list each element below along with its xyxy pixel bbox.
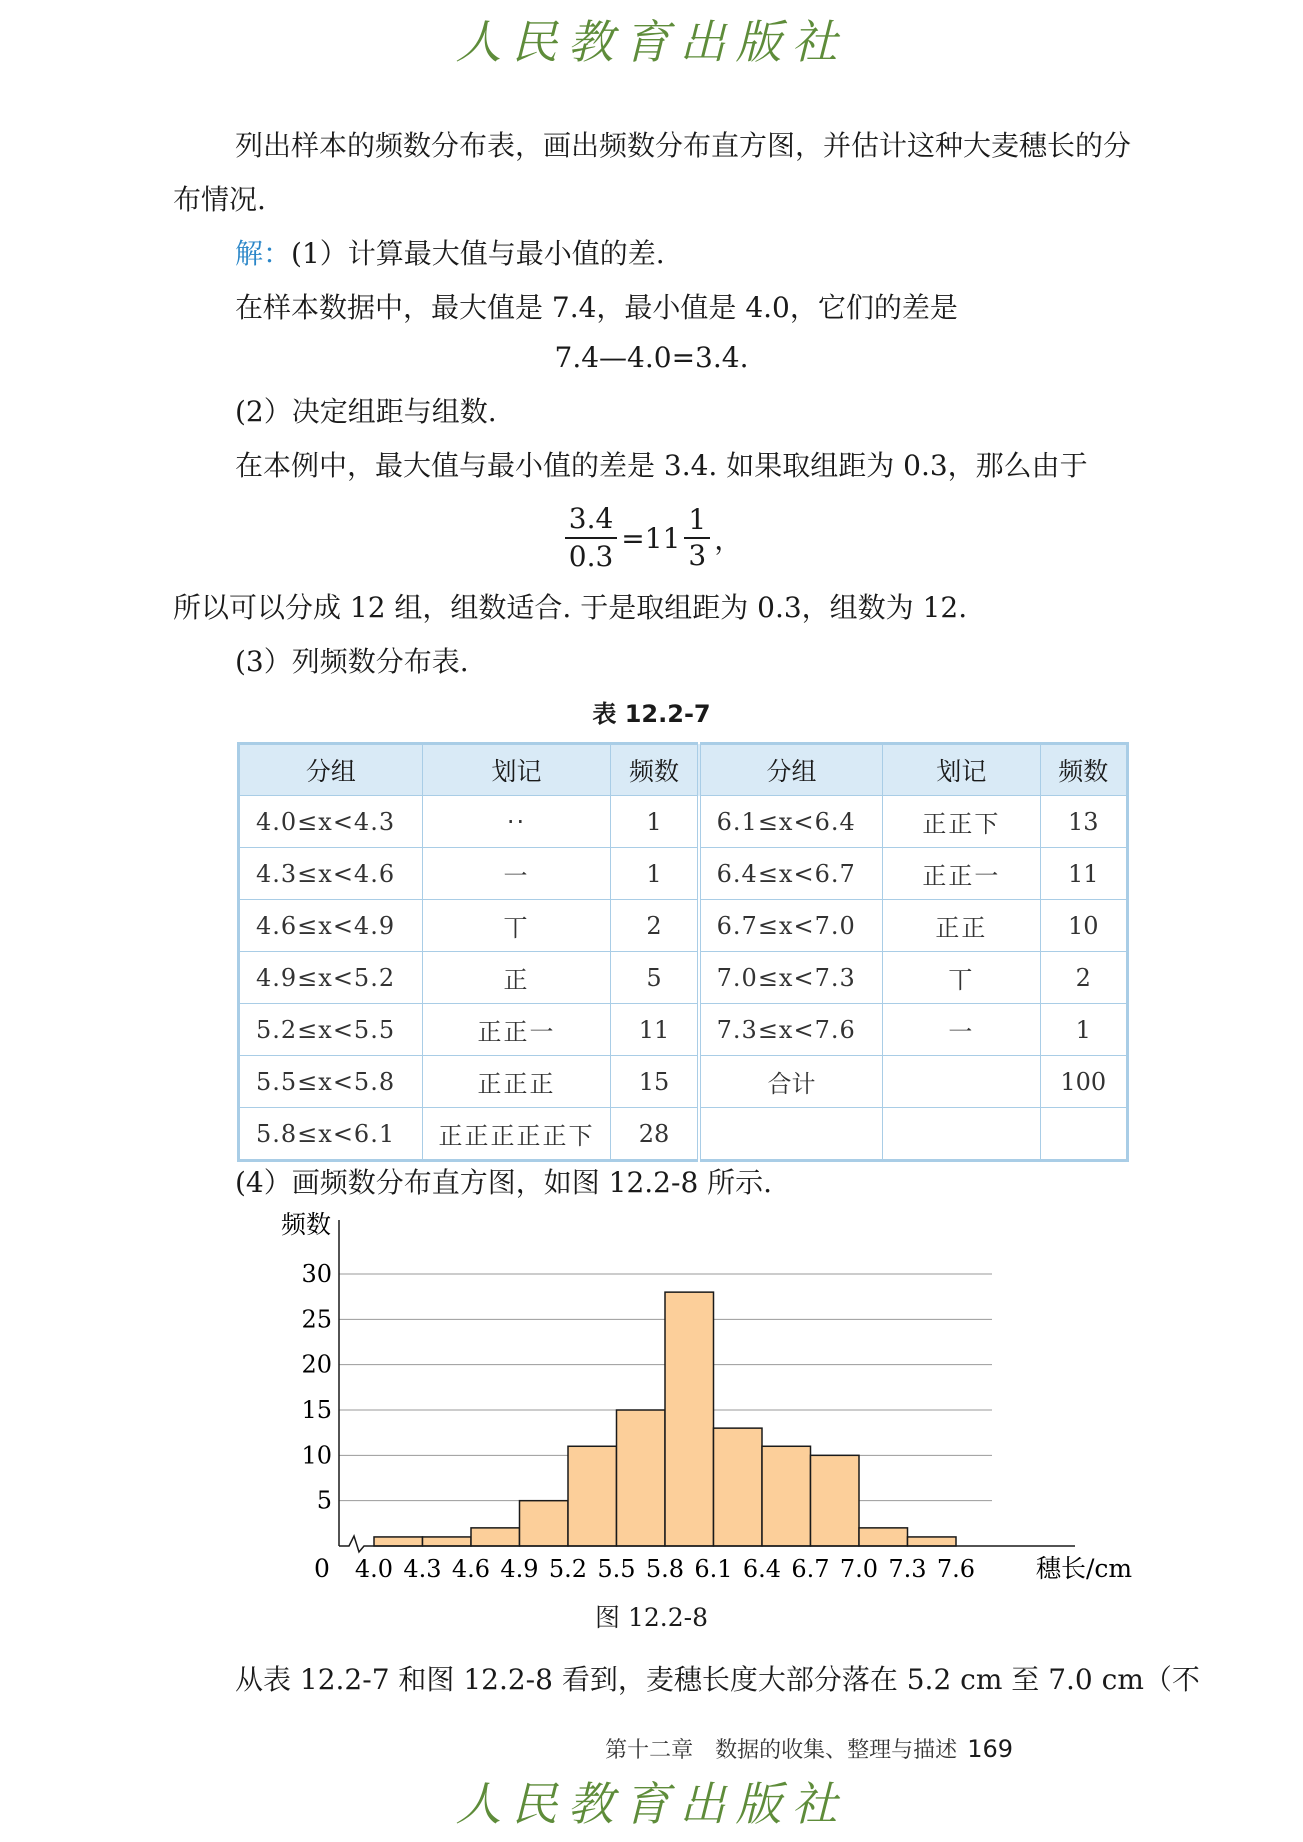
mixed-denominator: 3: [688, 539, 707, 572]
step2-text: 在本例中，最大值与最小值的差是 3.4. 如果取组距为 0.3，那么由于: [235, 449, 1088, 482]
frequency-cell: 10: [1040, 900, 1128, 952]
header-tally-2: 划记: [883, 744, 1040, 796]
step2-conclusion: 所以可以分成 12 组，组数适合. 于是取组距为 0.3，组数为 12.: [173, 591, 968, 624]
x-tick-label: 4.9: [500, 1555, 539, 1583]
mixed-numerator: 1: [684, 505, 710, 539]
page-footer: [605, 1733, 1013, 1764]
y-tick-label: 10: [301, 1441, 332, 1470]
x-tick-label: 7.3: [888, 1555, 927, 1583]
y-axis-label: 频数: [280, 1210, 332, 1239]
step2-title: (2）决定组距与组数.: [235, 395, 497, 428]
x-tick-label: 5.8: [645, 1555, 685, 1583]
group-cell: 4.9≤x<5.2: [239, 952, 423, 1004]
tally-cell: 正正下: [883, 796, 1040, 848]
y-tick-label: 20: [301, 1350, 332, 1379]
histogram-bar: [908, 1537, 957, 1546]
histogram-bar: [617, 1410, 666, 1546]
group-cell: 7.3≤x<7.6: [699, 1004, 883, 1056]
step3-title: (3）列频数分布表.: [235, 645, 469, 678]
group-cell: 6.7≤x<7.0: [699, 900, 883, 952]
step1-title: (1）计算最大值与最小值的差.: [291, 237, 665, 270]
formula-tail: ，: [714, 523, 743, 556]
publisher-logo-top: 人民教育出版社: [455, 15, 848, 69]
origin-label: 0: [314, 1554, 330, 1583]
tally-cell: 正正一: [883, 848, 1040, 900]
tally-cell: 一: [883, 1004, 1040, 1056]
histogram-bar: [471, 1528, 520, 1546]
header-tally: 划记: [422, 744, 611, 796]
header-group: 分组: [239, 744, 423, 796]
histogram-bar: [423, 1537, 472, 1546]
frequency-cell: 28: [611, 1108, 699, 1161]
frequency-cell: 2: [1040, 952, 1128, 1004]
group-cell: 5.5≤x<5.8: [239, 1056, 423, 1108]
x-tick-label: 5.2: [548, 1555, 588, 1583]
axis-break-icon: [339, 1536, 374, 1552]
x-tick-label: 4.6: [451, 1555, 491, 1583]
intro-line-1: 列出样本的频数分布表，画出频数分布直方图，并估计这种大麦穗长的分: [235, 129, 1132, 162]
frequency-cell: 11: [611, 1004, 699, 1056]
x-tick-label: 4.3: [403, 1555, 442, 1583]
x-tick-label: 6.7: [791, 1555, 830, 1583]
histogram-bar: [665, 1292, 714, 1546]
frequency-cell: 2: [611, 900, 699, 952]
y-tick-label: 15: [301, 1396, 332, 1424]
group-cell: 4.3≤x<4.6: [239, 848, 423, 900]
group-cell: 5.2≤x<5.5: [239, 1004, 423, 1056]
x-tick-label: 7.0: [839, 1555, 879, 1583]
histogram-bar: [568, 1446, 617, 1546]
chart-bars: [355, 1292, 975, 1583]
y-tick-label: 5: [316, 1486, 332, 1515]
histogram-bar: [714, 1428, 763, 1546]
tally-cell: ··: [422, 796, 611, 848]
figure-caption: 图 12.2-8: [595, 1603, 708, 1632]
group-cell: 4.0≤x<4.3: [239, 796, 423, 848]
frequency-cell: 13: [1040, 796, 1128, 848]
x-tick-label: 6.4: [742, 1555, 782, 1583]
x-tick-label: 5.5: [597, 1555, 636, 1583]
tally-cell: 正正: [883, 900, 1040, 952]
header-frequency: 频数: [611, 744, 699, 796]
publisher-logo-bottom: 人民教育出版社: [455, 1777, 848, 1831]
x-axis-label: 穗长/cm: [1036, 1554, 1133, 1583]
tally-cell: 丅: [883, 952, 1040, 1004]
fraction-denominator: 0.3: [568, 540, 614, 573]
histogram-bar: [762, 1446, 811, 1546]
group-cell: 6.4≤x<6.7: [699, 848, 883, 900]
frequency-cell: 5: [611, 952, 699, 1004]
chapter-title: 第十二章 数据的收集、整理与描述: [605, 1738, 958, 1763]
x-tick-label: 6.1: [694, 1555, 733, 1583]
solution-keyword: 解：: [235, 237, 292, 270]
page-number: 169: [967, 1735, 1013, 1763]
x-tick-label: 4.0: [354, 1555, 394, 1583]
group-cell: 5.8≤x<6.1: [239, 1108, 423, 1161]
intro-line-2: 布情况.: [173, 183, 266, 216]
step1-text: 在样本数据中，最大值是 7.4，最小值是 4.0，它们的差是: [235, 291, 958, 324]
group-cell: 7.0≤x<7.3: [699, 952, 883, 1004]
group-cell: 6.1≤x<6.4: [699, 796, 883, 848]
frequency-cell: 1: [611, 796, 699, 848]
y-tick-label: 30: [301, 1260, 332, 1288]
header-frequency-2: 频数: [1040, 744, 1128, 796]
step4-title: (4）画频数分布直方图，如图 12.2-8 所示.: [235, 1166, 773, 1199]
histogram-bar: [374, 1537, 423, 1546]
fraction-equals: =11: [621, 521, 681, 555]
total-value-cell: 100: [1040, 1056, 1128, 1108]
tally-cell: 正: [422, 952, 611, 1004]
header-group-2: 分组: [699, 744, 883, 796]
tally-cell: 正正正: [422, 1056, 611, 1108]
tally-cell: 丅: [422, 900, 611, 952]
fraction-numerator: 3.4: [565, 503, 618, 539]
step1-formula: 7.4—4.0=3.4.: [554, 341, 749, 374]
tally-cell: 正正一: [422, 1004, 611, 1056]
frequency-cell: 11: [1040, 848, 1128, 900]
closing-text: 从表 12.2-7 和图 12.2-8 看到，麦穗长度大部分落在 5.2 cm 至 7.0 cm（不: [235, 1663, 1200, 1696]
group-cell: 4.6≤x<4.9: [239, 900, 423, 952]
tally-cell: 正正正正正下: [422, 1108, 611, 1161]
histogram-bar: [520, 1501, 569, 1546]
histogram-bar: [859, 1528, 908, 1546]
frequency-cell: 1: [611, 848, 699, 900]
y-tick-label: 25: [301, 1305, 332, 1334]
histogram-bar: [811, 1455, 860, 1546]
frequency-cell: 1: [1040, 1004, 1128, 1056]
table-title: 表 12.2-7: [592, 700, 711, 728]
frequency-cell: 15: [611, 1056, 699, 1108]
tally-cell: 一: [422, 848, 611, 900]
total-label-cell: 合计: [699, 1056, 883, 1108]
x-tick-label: 7.6: [936, 1555, 976, 1583]
